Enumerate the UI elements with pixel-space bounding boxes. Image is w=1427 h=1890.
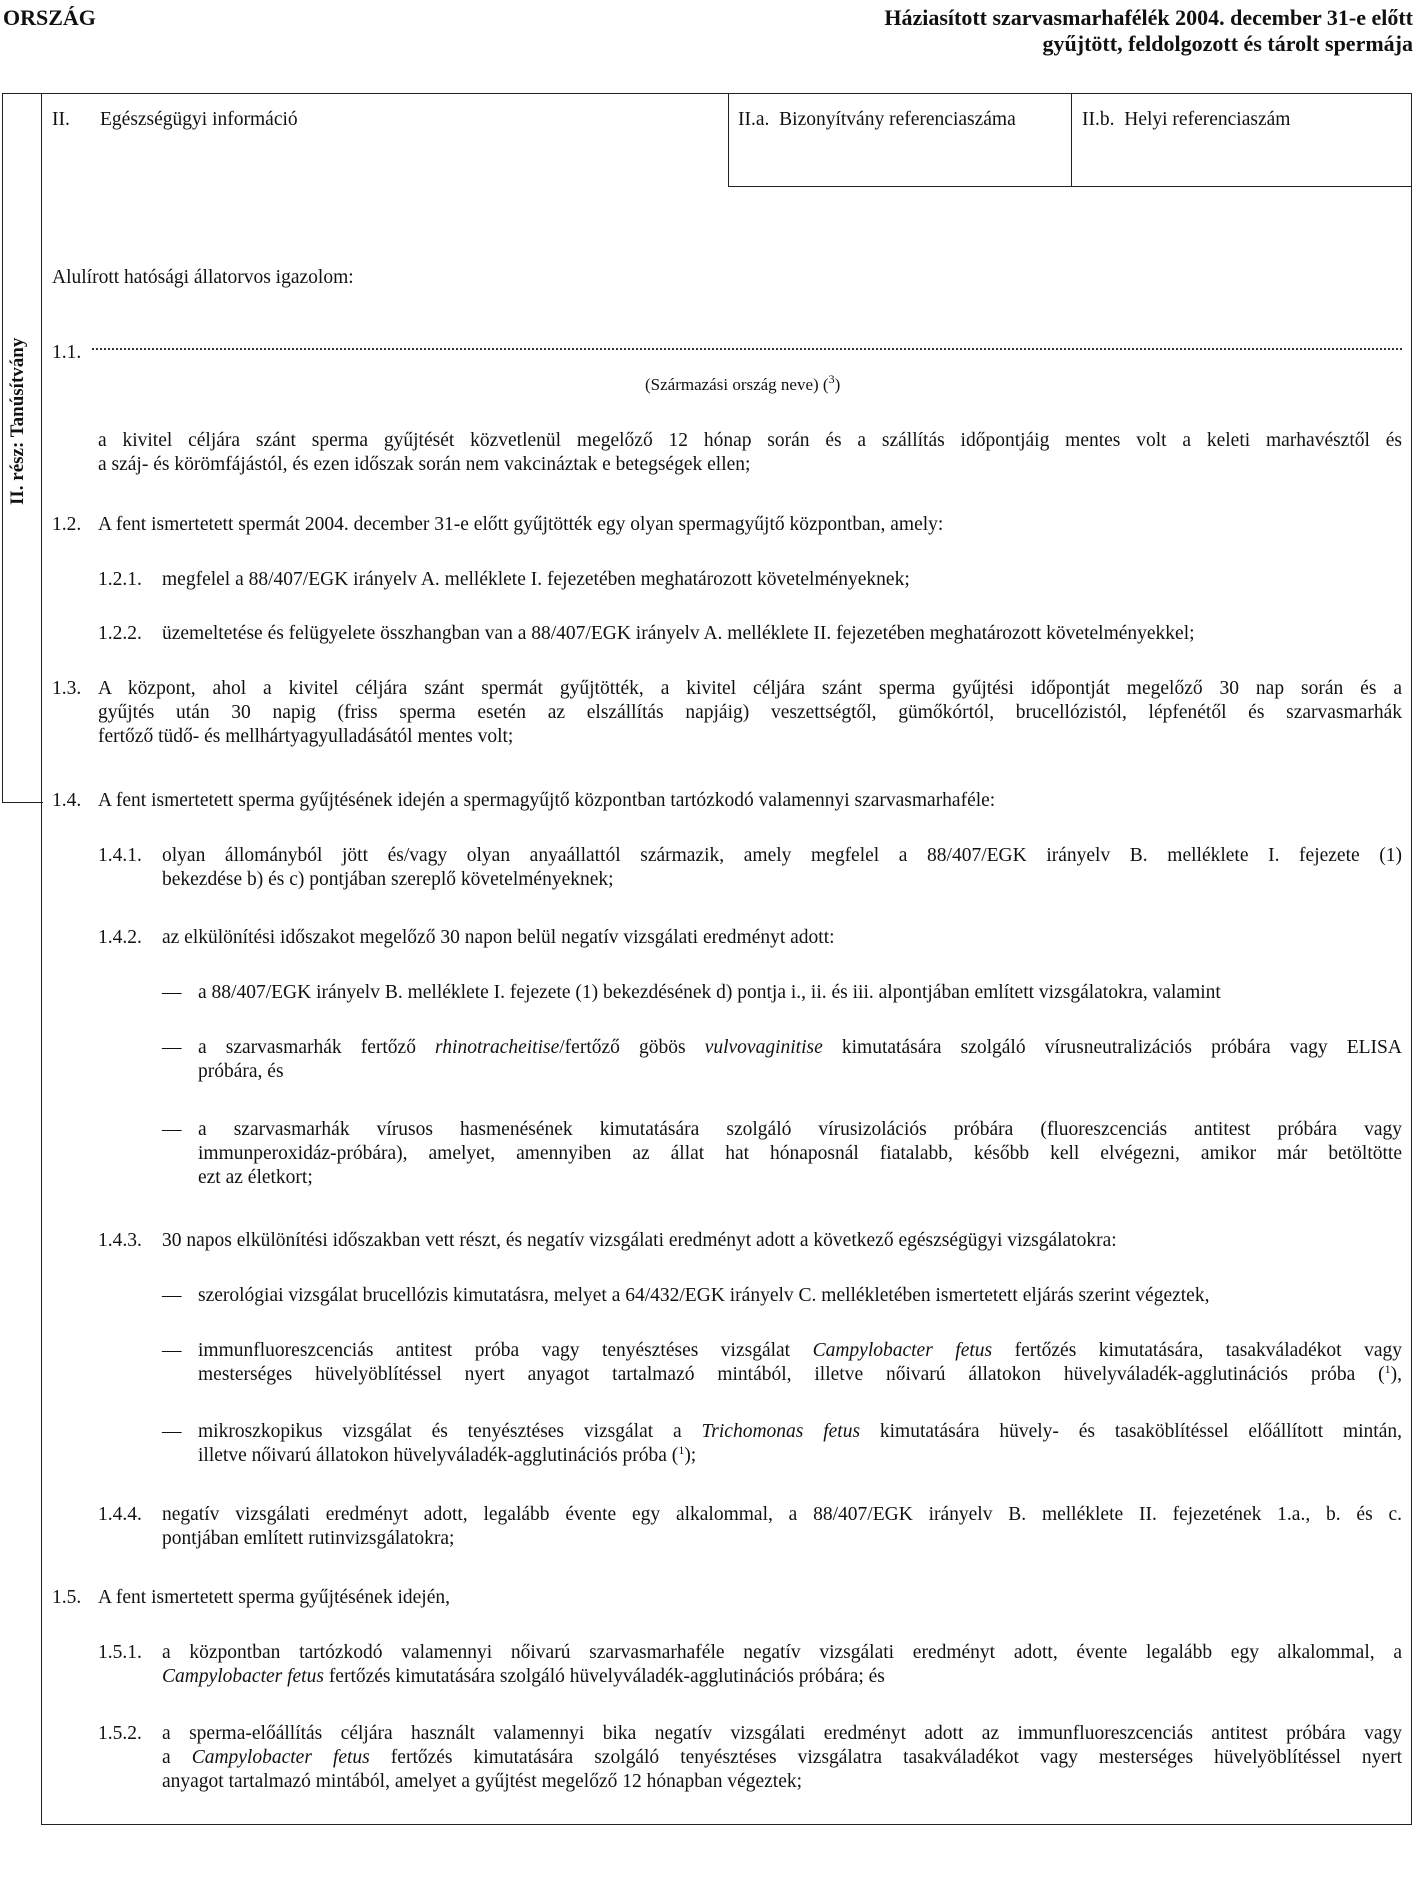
item-number: 1.4.4. xyxy=(98,1504,142,1525)
item-1-4-2-bullet-2: a szarvasmarhák fertőző rhinotracheitise/fertőző göbös vulvovaginitise kimutatására szolgáló vírusneutralizációs próbára vagy ELISA próbára, és xyxy=(198,1037,1402,1082)
item-1-5-2-text: a sperma-előállítás céljára használt valamennyi bika negatív vizsgálati eredményt adott az immunfluoreszcenciás antitest próbára vagy a Campylobacter fetus fertőzés kimutatására szolgáló tenyésztéses vizsgálatra tasakváladékot vagy mesterséges hüvelyöblítéssel nyert anyagot tartalmazó mintából, amelyet a gyűjtést megelőző 12 hónapban végeztek; xyxy=(162,1723,1403,1792)
item-1-4-2-bullet-3: a szarvasmarhák vírusos hasmenésének kimutatására szolgáló vírusizolációs próbára (fluoreszcenciás antitest próbára vagy immunperoxidáz-próbára), amelyet, amennyiben az állat hat hónaposnál fiatalabb, később kell elvégezni, amikor már betöltötte ezt az életkort; xyxy=(198,1119,1402,1188)
document-title-line1: Háziasított szarvasmarhafélék 2004. december 31-e előtt xyxy=(884,5,1413,30)
intro-text: Alulírott hatósági állatorvos igazolom: xyxy=(52,267,354,288)
dash-bullet: — xyxy=(162,1421,182,1442)
item-1-2-text: A fent ismertetett spermát 2004. december 31-e előtt gyűjtötték egy olyan spermagyűjtő központban, amely: xyxy=(98,514,944,535)
item-1-4-3-text: 30 napos elkülönítési időszakban vett részt, és negatív vizsgálati eredményt adott a következő egészségügyi vizsgálatokra: xyxy=(162,1230,1117,1251)
item-number: 1.5. xyxy=(52,1587,82,1608)
item-number: 1.3. xyxy=(52,678,82,699)
item-1-4-2-bullet-1: a 88/407/EGK irányelv B. melléklete I. fejezete (1) bekezdésének d) pontja i., ii. és iii. alpontjában említett vizsgálatokra, valamint xyxy=(198,982,1221,1003)
item-number: 1.1. xyxy=(52,342,82,363)
item-1-4-2-text: az elkülönítési időszakot megelőző 30 napon belül negatív vizsgálati eredményt adott: xyxy=(162,927,835,948)
item-number: 1.5.2. xyxy=(98,1723,142,1744)
dash-bullet: — xyxy=(162,982,182,1003)
item-number: 1.4.1. xyxy=(98,845,142,866)
item-number: 1.4.2. xyxy=(98,927,142,948)
dash-bullet: — xyxy=(162,1037,182,1058)
item-1-4-3-bullet-1: szerológiai vizsgálat brucellózis kimutatásra, melyet a 64/432/EGK irányelv C. mellékletében ismertetett eljárás szerint végeztek, xyxy=(198,1285,1210,1306)
item-number: 1.2.1. xyxy=(98,569,142,590)
side-tab-label: II. rész: Tanúsítvány xyxy=(7,337,28,505)
certificate-frame xyxy=(41,93,1412,1825)
item-1-4-1-text: olyan állományból jött és/vagy olyan anyaállattól származik, amely megfelel a 88/407/EGK irányelv B. melléklete I. fejezete (1) bekezdése b) és c) pontjában szereplő követelményeknek; xyxy=(162,845,1402,890)
item-1-2-2-text: üzemeltetése és felügyelete összhangban van a 88/407/EGK irányelv A. melléklete II. fejezetében meghatározott követelményekkel; xyxy=(162,623,1195,644)
dotted-fill-line xyxy=(92,345,1402,350)
section-number: II. xyxy=(52,109,70,130)
local-reference-label: II.b. Helyi referenciaszám xyxy=(1082,109,1291,130)
item-1-3-text: A központ, ahol a kivitel céljára szánt spermát gyűjtötték, a kivitel céljára szánt sperma gyűjtési időpontját megelőző 30 nap során és a gyűjtés után 30 napig (friss sperma esetén az elszállítás napjáig) veszettségtől, gümőkórtól, brucellózistól, lépfenétől és szarvasmarhák fertőző tüdő- és mellhártyagyulladásától mentes volt; xyxy=(98,678,1402,747)
dash-bullet: — xyxy=(162,1119,182,1140)
item-1-5-1-text: a központban tartózkodó valamennyi nőivarú szarvasmarhaféle negatív vizsgálati eredményt adott, évente legalább egy alkalommal, a Campylobacter fetus fertőzés kimutatására szolgáló hüvelyváladék-agglutinációs próbára; és xyxy=(162,1642,1402,1687)
item-1-4-4-text: negatív vizsgálati eredményt adott, legalább évente egy alkalommal, a 88/407/EGK irányelv B. melléklete II. fejezetének 1.a., b. és c. pontjában említett rutinvizsgálatokra; xyxy=(162,1504,1402,1549)
item-number: 1.2. xyxy=(52,514,82,535)
item-1-5-text: A fent ismertetett sperma gyűjtésének idején, xyxy=(98,1587,450,1608)
item-number: 1.4. xyxy=(52,790,82,811)
document-title xyxy=(593,5,1413,58)
item-1-4-text: A fent ismertetett sperma gyűjtésének idején a spermagyűjtő központban tartózkodó valamennyi szarvasmarhaféle: xyxy=(98,790,996,811)
dash-bullet: — xyxy=(162,1285,182,1306)
country-label: ORSZÁG xyxy=(3,5,96,30)
item-1-4-3-bullet-3: mikroszkopikus vizsgálat és tenyésztéses vizsgálat a Trichomonas fetus kimutatására hüvely- és tasaköblítéssel előállított mintán, illetve nőivarú állatokon hüvelyváladék-agglutinációs próba ($^1$); xyxy=(198,1421,1403,1466)
item-number: 1.2.2. xyxy=(98,623,142,644)
item-1-4-3-bullet-2: immunfluoreszcenciás antitest próba vagy tenyésztéses vizsgálat Campylobacter fetus fertőzés kimutatására, tasakváladékot vagy mesterséges hüvelyöblítéssel nyert anyagot tartalmazó mintából, illetve nőivarú állatokon hüvelyváladék-agglutinációs próba ($^1$), xyxy=(198,1340,1402,1385)
item-1-1-text: a kivitel céljára szánt sperma gyűjtését közvetlenül megelőző 12 hónap során és a szállítás időpontjáig mentes volt a keleti marhavésztől és a száj- és körömfájástól, és ezen időszak során nem vakcináztak e betegségek ellen; xyxy=(98,430,1402,475)
item-number: 1.4.3. xyxy=(98,1230,142,1251)
item-number: 1.5.1. xyxy=(98,1642,142,1663)
origin-country-caption: (Származási ország neve) ($^3$) xyxy=(645,372,841,394)
dash-bullet: — xyxy=(162,1340,182,1361)
certificate-reference-label: II.a. Bizonyítvány referenciaszáma xyxy=(738,109,1016,130)
item-1-2-1-text: megfelel a 88/407/EGK irányelv A. melléklete I. fejezetében meghatározott követelményeknek; xyxy=(162,569,910,590)
document-title-line2: gyűjtött, feldolgozott és tárolt spermája xyxy=(1042,31,1413,57)
section-title: Egészségügyi információ xyxy=(100,109,298,130)
